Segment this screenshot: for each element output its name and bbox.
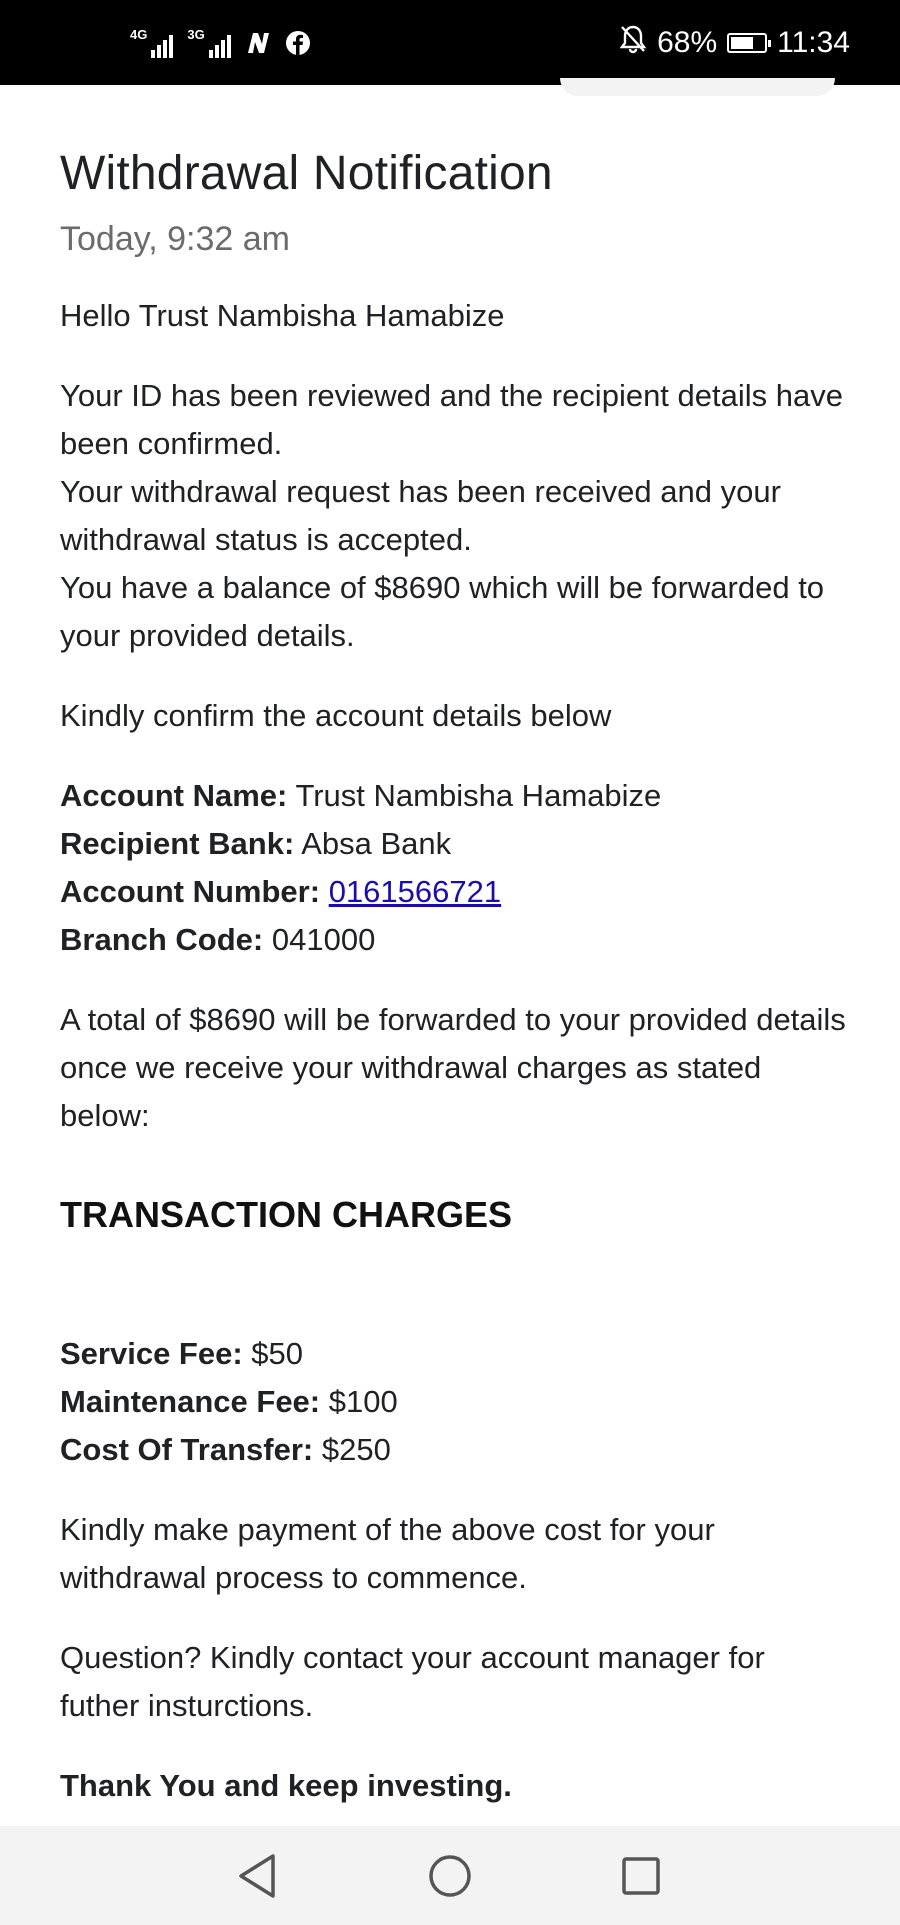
battery-charging-icon (727, 33, 767, 53)
battery-level-fill (731, 37, 753, 49)
charges-list (60, 1330, 850, 1474)
id-reviewed-line: Your ID has been reviewed and the recipient details have been confirmed. (60, 378, 843, 461)
service-fee-label: Service Fee: (60, 1336, 243, 1371)
status-bar (0, 0, 900, 85)
branch-code-value: 041000 (271, 922, 376, 957)
payment-instruction: Kindly make payment of the above cost for your withdrawal process to commence. (60, 1512, 715, 1595)
account-number-label: Account Number: (60, 874, 321, 909)
n-app-icon (245, 30, 271, 56)
closing-text: Thank You and keep investing. (60, 1768, 512, 1803)
network-3g-label: 3G (187, 26, 205, 42)
balance-line: You have a balance of $8690 which will be forwarded to your provided details. (60, 570, 825, 653)
clock: 11:34 (777, 25, 850, 59)
transfer-cost-label: Cost Of Transfer: (60, 1432, 314, 1467)
navigation-bar (0, 1826, 900, 1925)
email-timestamp: Today, 9:32 am (60, 220, 290, 258)
transfer-cost-value: $250 (321, 1432, 391, 1467)
total-paragraph: A total of $8690 will be forwarded to your provided details once we receive your withdrawal charges as stated below: (60, 1002, 846, 1133)
branch-code-label: Branch Code: (60, 922, 264, 957)
status-left-icons (130, 0, 311, 85)
account-name-value: Trust Nambisha Hamabize (295, 778, 662, 813)
top-sheet-handle (560, 78, 835, 96)
email-subject: Withdrawal Notification (60, 147, 553, 200)
account-number-link[interactable]: 0161566721 (328, 874, 502, 909)
network-4g-label: 4G (130, 26, 148, 42)
question-paragraph: Question? Kindly contact your account manager for futher insturctions. (60, 1640, 765, 1723)
battery-percent: 68% (657, 25, 718, 59)
signal-3g-icon (187, 28, 230, 58)
status-paragraph (60, 372, 850, 660)
recipient-bank-value: Absa Bank (301, 826, 452, 861)
status-right-icons (619, 0, 850, 85)
account-details (60, 772, 850, 964)
notifications-off-icon (619, 24, 647, 62)
recents-icon[interactable] (596, 1826, 686, 1925)
back-icon[interactable] (212, 1826, 302, 1925)
account-name-label: Account Name: (60, 778, 288, 813)
maintenance-fee-label: Maintenance Fee: (60, 1384, 321, 1419)
signal-4g-icon (130, 28, 173, 58)
greeting: Hello Trust Nambisha Hamabize (60, 298, 505, 333)
maintenance-fee-value: $100 (328, 1384, 398, 1419)
closing-line (60, 1762, 850, 1810)
request-received-line: Your withdrawal request has been received and your withdrawal status is accepted. (60, 474, 781, 557)
email-body (60, 130, 850, 1842)
service-fee-value: $50 (251, 1336, 304, 1371)
charges-heading: TRANSACTION CHARGES (60, 1194, 513, 1235)
home-icon[interactable] (405, 1826, 495, 1925)
facebook-icon (285, 30, 311, 56)
confirm-instruction: Kindly confirm the account details below (60, 698, 612, 733)
recipient-bank-label: Recipient Bank: (60, 826, 295, 861)
